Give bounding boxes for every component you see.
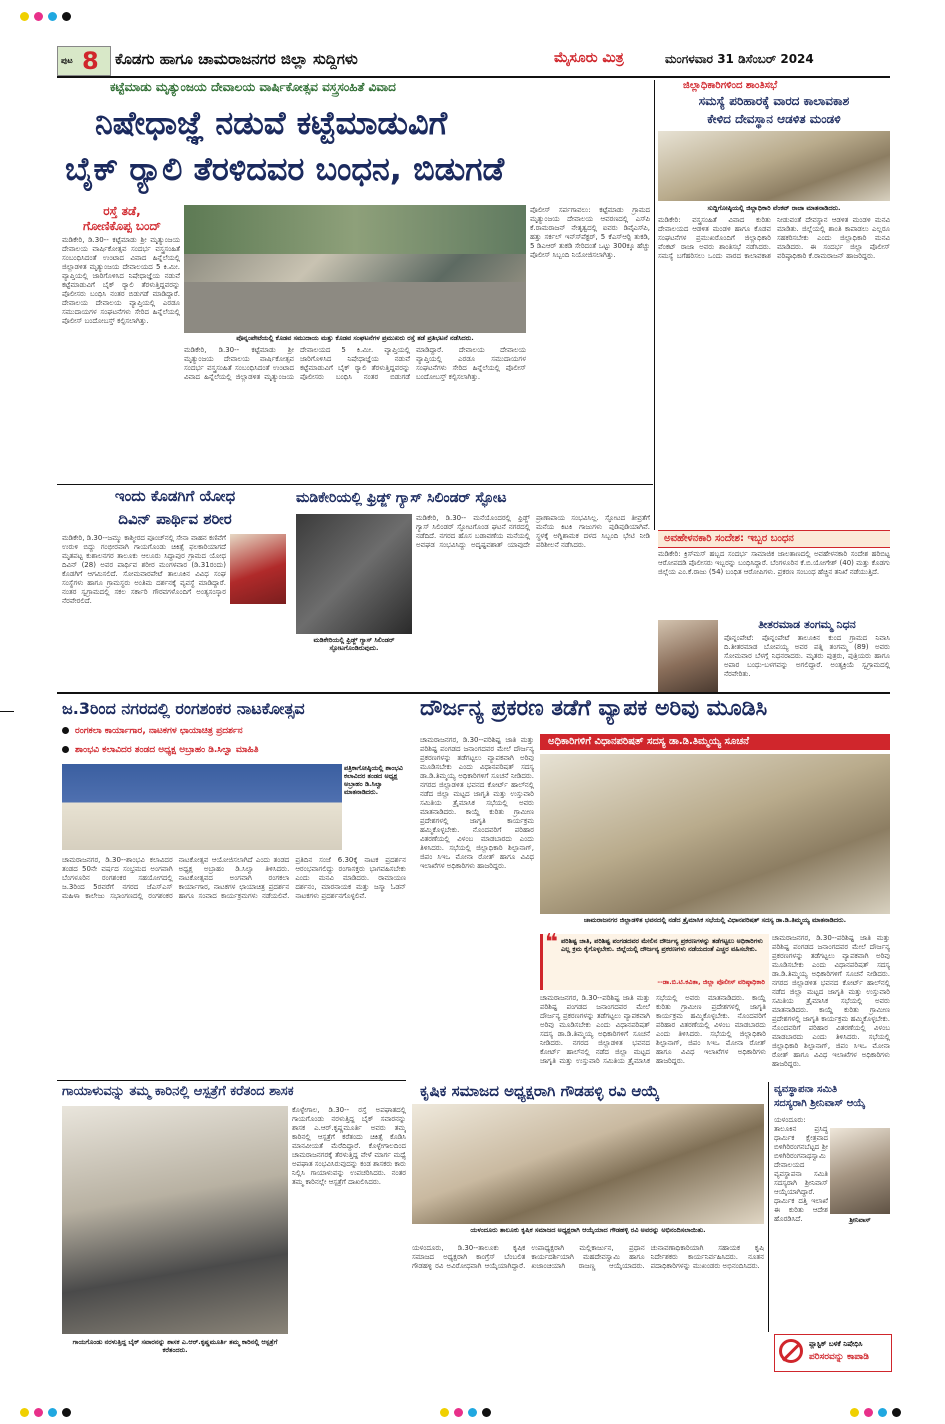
- peace-photo-caption: ಸುದ್ದಿಗೋಷ್ಠಿಯಲ್ಲಿ ಜಿಲ್ಲಾಧಿಕಾರಿ ವೆಂಕಟ್ ರಾಜಾ ಮಾತನಾಡಿದರು.: [707, 204, 841, 212]
- cylinder-headline: ಮಡಿಕೇರಿಯಲ್ಲಿ ಫ್ರಿಡ್ಜ್ ಗ್ಯಾಸ್ ಸಿಲಿಂಡರ್ ಸ್ಫೋಟ: [296, 490, 507, 506]
- mla-photo: [62, 1106, 288, 1334]
- peace-headline-2: ಕೇಳಿದ ದೇವಸ್ಥಾನ ಆಡಳಿತ ಮಂಡಳಿ: [707, 112, 841, 126]
- column-divider-right: [654, 80, 655, 530]
- atrocity-kicker: ಅಧಿಕಾರಿಗಳಿಗೆ ವಿಧಾನಪರಿಷತ್ ಸದಸ್ಯ ಡಾ.ಡಿ.ತಿಮ್ಮಯ್ಯ ಸೂಚನೆ: [548, 736, 749, 747]
- section-title: ಕೊಡಗು ಹಾಗೂ ಚಾಮರಾಜನಗರ ಜಿಲ್ಲಾ ಸುದ್ದಿಗಳು: [115, 50, 358, 68]
- issue-date: ಮಂಗಳವಾರ 31 ಡಿಸೆಂಬರ್ 2024: [665, 52, 814, 66]
- section-rule-2: [57, 692, 890, 694]
- lead-kicker: ಕಟ್ಟೆಮಾಡು ಮೃತ್ಯುಂಜಯ ದೇವಾಲಯ ವಾರ್ಷಿಕೋತ್ಸವ ವಸ್ತ್ರಸಂಹಿತೆ ವಿವಾದ: [110, 80, 396, 94]
- obituary-photo: [658, 620, 718, 692]
- atrocity-body-mid: ಚಾಮರಾಜನಗರ, ಡಿ.30--ಪರಿಶಿಷ್ಟ ಜಾತಿ ಮತ್ತು ಪರಿಶಿಷ್ಟ ಪಂಗಡದ ಜನಾಂಗದವರ ಮೇಲೆ ದೌರ್ಜನ್ಯ ಪ್ರಕರಣಗಳನ್ನು ತಡೆಗಟ್ಟಲು ವ್ಯಾಪಕವಾಗಿ ಅರಿವು ಮೂಡಿಸಬೇಕು ಎಂದು ವಿಧಾನಪರಿಷತ್ ಸದಸ್ಯ ಡಾ.ಡಿ.ತಿಮ್ಮಯ್ಯ ಅಧಿಕಾರಿಗಳಿಗೆ ಸೂಚನೆ ನೀಡಿದರು. ನಗರದ ಜಿಲ್ಲಾಡಳಿತ ಭವನದ ಕೋರ್ಟ್ ಹಾಲ್‍ನಲ್ಲಿ ನಡೆದ ಜಿಲ್ಲಾ ಮಟ್ಟದ ಜಾಗೃತಿ ಮತ್ತು ಉಸ್ತುವಾರಿ ಸಮಿತಿಯ ತ್ರೈಮಾಸಿಕ ಸಭೆಯಲ್ಲಿ ಅವರು ಮಾತನಾಡಿದರು. ಕಾಯ್ದೆ ಕುರಿತು ಗ್ರಾಮೀಣ ಪ್ರದೇಶಗಳಲ್ಲಿ ಜಾಗೃತಿ ಕಾರ್ಯಕ್ರಮ ಹಮ್ಮಿಕೊಳ್ಳಬೇಕು. ನೊಂದವರಿಗೆ ಪರಿಹಾರ ವಿತರಣೆಯಲ್ಲಿ ವಿಳಂಬ ಮಾಡಬಾರದು ಎಂದು ತಿಳಿಸಿದರು. ಸಭೆಯಲ್ಲಿ ಜಿಲ್ಲಾಧಿಕಾರಿ ಶಿಲ್ಪಾನಾಗ್, ಜಿಪಂ ಸಿಇಒ ಮೋನಾ ರೋತ್ ಹಾಗೂ ವಿವಿಧ ಇಲಾಖೆಗಳ ಅಧಿಕಾರಿಗಳು ಹಾಜರಿದ್ದರು.: [540, 994, 766, 1065]
- section-rule-1: [57, 484, 653, 485]
- lead-body-left: ಮಡಿಕೇರಿ, ಡಿ.30-- ಕಟ್ಟೆಮಾಡು ಶ್ರೀ ಮೃತ್ಯುಂಜಯ ದೇವಾಲಯ ವಾರ್ಷಿಕೋತ್ಸವ ಸಂದರ್ಭ ವಸ್ತ್ರಸಂಹಿತೆ ಸಂಬಂಧಿಸಿದಂತೆ ಉಂಟಾದ ವಿವಾದ ಹಿನ್ನೆಲೆಯಲ್ಲಿ ಜಿಲ್ಲಾಡಳಿತ ಮೃತ್ಯುಂಜಯ ದೇವಾಲಯದ 5 ಕಿ.ಮೀ. ವ್ಯಾಪ್ತಿಯಲ್ಲಿ ಜಾರಿಗೊಳಿಸಿದ ನಿಷೇಧಾಜ್ಞೆಯ ನಡುವೆ ಕಟ್ಟೆಮಾಡುವಿಗೆ ಬೈಕ್ ರ್‍ಯಾಲಿ ತೆರಳುತ್ತಿದ್ದವರನ್ನು ಪೊಲೀಸರು ಬಂಧಿಸಿ ನಂತರ ಬಿಡುಗಡೆ ಮಾಡಿದ್ದಾರೆ. ದೇವಾಲಯ ದೇವಾಲಯ ವ್ಯಾಪ್ತಿಯಲ್ಲಿ ಎರಡೂ ಸಮುದಾಯಗಳ ಸಂಘಟನೆಗಳು ಸೇರಿದ ಹಿನ್ನೆಲೆಯಲ್ಲಿ ಪೊಲೀಸ್ ಬಂದೋಬಸ್ತ್ ಕಲ್ಪಿಸಲಾಗಿತ್ತು.: [62, 236, 180, 325]
- theatre-bullet-2: [62, 745, 259, 755]
- soldier-headline-1: ಇಂದು ಕೊಡಗಿಗೆ ಯೋಧ: [114, 487, 236, 505]
- theatre-headline: ಜ.3ರಿಂದ ನಗರದಲ್ಲಿ ರಂಗಶಂಕರ ನಾಟಕೋತ್ಸವ: [62, 699, 305, 718]
- soldier-headline-2: ದಿವಿನ್ ಪಾರ್ಥಿವ ಶರೀರ: [118, 510, 232, 528]
- committee-headline-1: ವ್ಯವಸ್ಥಾಪನಾ ಸಮಿತಿ: [774, 1084, 838, 1095]
- committee-headline-2: ಸದಸ್ಯರಾಗಿ ಶ್ರೀನಿವಾಸ್ ಆಯ್ಕೆ: [774, 1098, 866, 1109]
- committee-photo: [830, 1128, 890, 1214]
- mla-body: ಕೊಳ್ಳೇಗಾಲ, ಡಿ.30-- ರಸ್ತೆ ಅಪಘಾತದಲ್ಲಿ ಗಾಯಗೊಂಡು ನರಳುತ್ತಿದ್ದ ಬೈಕ್ ಸವಾರನನ್ನು ಶಾಸಕ ಎ.ಆರ್.ಕೃಷ್ಣಮೂರ್ತಿ ಅವರು ತಮ್ಮ ಕಾರಿನಲ್ಲಿ ಆಸ್ಪತ್ರೆಗೆ ಕರೆತಂದು ಚಿಕಿತ್ಸೆ ಕೊಡಿಸಿ ಮಾನವೀಯತೆ ಮೆರೆದಿದ್ದಾರೆ. ಕೊಳ್ಳೇಗಾಲದಿಂದ ಚಾಮರಾಜನಗರಕ್ಕೆ ತೆರಳುತ್ತಿದ್ದ ವೇಳೆ ಮಾರ್ಗ ಮಧ್ಯೆ ಅಪಘಾತ ಸಂಭವಿಸಿರುವುದನ್ನು ಕಂಡ ಶಾಸಕರು ಕಾರು ನಿಲ್ಲಿಸಿ ಗಾಯಾಳುವನ್ನು ಉಪಚರಿಸಿದರು. ನಂತರ ತಮ್ಮ ಕಾರಿನಲ್ಲೇ ಆಸ್ಪತ್ರೆಗೆ ದಾಖಲಿಸಿದರು.: [292, 1106, 406, 1186]
- peace-body: ಮಡಿಕೇರಿ: ವಸ್ತ್ರಸಂಹಿತೆ ವಿವಾದ ಕುರಿತು ದೇವಾಲಯದ ಆಡಳಿತ ಮಂಡಳಿ ಹಾಗೂ ಕೊಡವ ಸಂಘಟನೆಗಳ ಪ್ರಮುಖರೊಂದಿಗೆ ಜಿಲ್ಲಾಧಿಕಾರಿ ವೆಂಕಟ್ ರಾಜಾ ಅವರು ಶಾಂತಿಸಭೆ ನಡೆಸಿದರು. ಸಮಸ್ಯೆ ಬಗೆಹರಿಸಲು ಒಂದು ವಾರದ ಕಾಲಾವಕಾಶ ನೀಡುವಂತೆ ದೇವಸ್ಥಾನ ಆಡಳಿತ ಮಂಡಳಿ ಮನವಿ ಮಾಡಿತು. ಜಿಲ್ಲೆಯಲ್ಲಿ ಶಾಂತಿ ಕಾಪಾಡಲು ಎಲ್ಲರೂ ಸಹಕರಿಸಬೇಕು ಎಂದು ಜಿಲ್ಲಾಧಿಕಾರಿ ಮನವಿ ಮಾಡಿದರು. ಈ ಸಂದರ್ಭ ಜಿಲ್ಲಾ ಪೊಲೀಸ್ ವರಿಷ್ಠಾಧಿಕಾರಿ ಕೆ.ರಾಮರಾಜನ್ ಹಾಜರಿದ್ದರು.: [658, 216, 890, 260]
- peace-headline-1: ಸಮಸ್ಯೆ ಪರಿಹಾರಕ್ಕೆ ವಾರದ ಕಾಲಾವಕಾಶ: [698, 94, 850, 108]
- lead-sub-headline: [62, 204, 182, 234]
- cylinder-photo: [296, 514, 412, 634]
- lead-sub-1: ರಸ್ತೆ ತಡೆ,: [103, 204, 141, 218]
- soldier-photo: [230, 534, 286, 604]
- crop-mark-left: [0, 711, 14, 712]
- lead-headline-1: ನಿಷೇಧಾಜ್ಞೆ ನಡುವೆ ಕಟ್ಟೆಮಾಡುವಿಗೆ: [95, 104, 448, 142]
- lead-photo-caption: ಪೊನ್ನಂಪೇಟೆಯಲ್ಲಿ ಕೊಡವ ಸಮುದಾಯ ಮತ್ತು ಕೊಡವ ಸಂಘಟನೆಗಳ ಪ್ರಮುಖರು ರಸ್ತೆ ತಡೆ ಪ್ರತಿಭಟನೆ ನಡೆಸಿದರು.: [236, 334, 474, 342]
- theatre-bullet-2-text: ಶಾಂಭವಿ ಕಲಾವಿದರ ತಂಡದ ಅಧ್ಯಕ್ಷ ಅಬ್ರಾಹಂ ಡಿ.ಸಿಲ್ವಾ ಮಾಹಿತಿ: [75, 745, 259, 755]
- committee-body: ಯಳಂದೂರು: ತಾಲೂಕಿನ ಪ್ರಸಿದ್ಧ ಧಾರ್ಮಿಕ ಕ್ಷೇತ್ರವಾದ ಬಿಳಿಗಿರಿರಂಗನಬೆಟ್ಟದ ಶ್ರೀ ಬಿಳಿಗಿರಿರಂಗನಾಥಸ್ವಾಮಿ ದೇವಾಲಯದ ವ್ಯವಸ್ಥಾಪನಾ ಸಮಿತಿ ಸದಸ್ಯರಾಗಿ ಶ್ರೀನಿವಾಸ್ ಆಯ್ಕೆಯಾಗಿದ್ದಾರೆ. ಧಾರ್ಮಿಕ ದತ್ತಿ ಇಲಾಖೆ ಈ ಕುರಿತು ಆದೇಶ ಹೊರಡಿಸಿದೆ.: [774, 1116, 828, 1223]
- theatre-bullet-1-text: ರಂಗಕಲಾ ಕಾರ್ಯಾಗಾರ, ನಾಟಕಗಳ ಛಾಯಾಚಿತ್ರ ಪ್ರದರ್ಶನ: [75, 726, 243, 736]
- arrest-kicker: ಅವಹೇಳನಕಾರಿ ಸಂದೇಶ: ಇಬ್ಬರ ಬಂಧನ: [664, 533, 794, 544]
- cylinder-photo-caption: ಮಡಿಕೇರಿಯಲ್ಲಿ ಫ್ರಿಡ್ಜ್ ಗ್ಯಾಸ್ ಸಿಲಿಂಡರ್ ಸ್ಫೋಟಗೊಂಡಿರುವುದು.: [313, 636, 395, 652]
- plastic-ad: [774, 1334, 892, 1372]
- atrocity-body-left: ಚಾಮರಾಜನಗರ, ಡಿ.30--ಪರಿಶಿಷ್ಟ ಜಾತಿ ಮತ್ತು ಪರಿಶಿಷ್ಟ ಪಂಗಡದ ಜನಾಂಗದವರ ಮೇಲೆ ದೌರ್ಜನ್ಯ ಪ್ರಕರಣಗಳನ್ನು ತಡೆಗಟ್ಟಲು ವ್ಯಾಪಕವಾಗಿ ಅರಿವು ಮೂಡಿಸಬೇಕು ಎಂದು ವಿಧಾನಪರಿಷತ್ ಸದಸ್ಯ ಡಾ.ಡಿ.ತಿಮ್ಮಯ್ಯ ಅಧಿಕಾರಿಗಳಿಗೆ ಸೂಚನೆ ನೀಡಿದರು. ನಗರದ ಜಿಲ್ಲಾಡಳಿತ ಭವನದ ಕೋರ್ಟ್ ಹಾಲ್‍ನಲ್ಲಿ ನಡೆದ ಜಿಲ್ಲಾ ಮಟ್ಟದ ಜಾಗೃತಿ ಮತ್ತು ಉಸ್ತುವಾರಿ ಸಮಿತಿಯ ತ್ರೈಮಾಸಿಕ ಸಭೆಯಲ್ಲಿ ಅವರು ಮಾತನಾಡಿದರು. ಕಾಯ್ದೆ ಕುರಿತು ಗ್ರಾಮೀಣ ಪ್ರದೇಶಗಳಲ್ಲಿ ಜಾಗೃತಿ ಕಾರ್ಯಕ್ರಮ ಹಮ್ಮಿಕೊಳ್ಳಬೇಕು. ನೊಂದವರಿಗೆ ಪರಿಹಾರ ವಿತರಣೆಯಲ್ಲಿ ವಿಳಂಬ ಮಾಡಬಾರದು ಎಂದು ತಿಳಿಸಿದರು. ಸಭೆಯಲ್ಲಿ ಜಿಲ್ಲಾಧಿಕಾರಿ ಶಿಲ್ಪಾನಾಗ್, ಜಿಪಂ ಸಿಇಒ ಮೋನಾ ರೋತ್ ಹಾಗೂ ವಿವಿಧ ಇಲಾಖೆಗಳ ಅಧಿಕಾರಿಗಳು ಹಾಜರಿದ್ದರು.: [420, 736, 534, 870]
- page-badge: [57, 46, 111, 76]
- committee-photo-caption: ಶ್ರೀನಿವಾಸ್: [849, 1216, 871, 1224]
- masthead-rule: [57, 76, 890, 78]
- registration-marks-bottom-mid: [440, 1402, 496, 1421]
- lead-body-right: ಪೊಲೀಸ್ ಸರ್ಪಗಾವಲು: ಕಟ್ಟೆಮಾಡು ಗ್ರಾಮದ ಮೃತ್ಯುಂಜಯ ದೇವಾಲಯ ಆವರಣದಲ್ಲಿ ಎಸ್‍ಪಿ ಕೆ.ರಾಮರಾಜನ್ ನೇತೃತ್ವದಲ್ಲಿ ಐವರು ಡಿವೈಎಸ್‍ಪಿ, ಹತ್ತು ಸರ್ಕಲ್ ಇನ್ಸ್‍ಪೆಕ್ಟರ್, 5 ಕೆಎಸ್‍ಆರ್‍ಪಿ ತುಕಡಿ, 5 ಡಿಎಆರ್ ತುಕಡಿ ಸೇರಿದಂತೆ ಒಟ್ಟು 300ಕ್ಕೂ ಹೆಚ್ಚು ಪೊಲೀಸ್ ಸಿಬ್ಬಂದಿ ನಿಯೋಜಿಸಲಾಗಿತ್ತು.: [530, 206, 650, 259]
- registration-marks-bottom-left: [20, 1402, 76, 1421]
- lead-photo: [184, 205, 526, 333]
- registration-marks-bottom-right: [850, 1402, 906, 1421]
- atrocity-quote-box: [540, 930, 769, 990]
- ad-line-2: ಪರಿಸರವನ್ನು ಕಾಪಾಡಿ: [809, 1352, 869, 1362]
- mla-headline: ಗಾಯಾಳುವನ್ನು ತಮ್ಮ ಕಾರಿನಲ್ಲಿ ಆಸ್ಪತ್ರೆಗೆ ಕರೆತಂದ ಶಾಸಕ: [62, 1084, 294, 1099]
- paper-name: ಮೈಸೂರು ಮಿತ್ರ: [554, 50, 624, 66]
- atrocity-photo-caption: ಚಾಮರಾಜನಗರ ಜಿಲ್ಲಾಡಳಿತ ಭವನದಲ್ಲಿ ನಡೆದ ತ್ರೈಮಾಸಿಕ ಸಭೆಯಲ್ಲಿ ವಿಧಾನಪರಿಷತ್ ಸದಸ್ಯ ಡಾ.ಡಿ.ತಿಮ್ಮಯ್ಯ ಮಾತನಾಡಿದರು.: [583, 916, 847, 924]
- theatre-bullet-1: [62, 726, 243, 736]
- peace-photo: [658, 131, 890, 201]
- atrocity-body-right: ಚಾಮರಾಜನಗರ, ಡಿ.30--ಪರಿಶಿಷ್ಟ ಜಾತಿ ಮತ್ತು ಪರಿಶಿಷ್ಟ ಪಂಗಡದ ಜನಾಂಗದವರ ಮೇಲೆ ದೌರ್ಜನ್ಯ ಪ್ರಕರಣಗಳನ್ನು ತಡೆಗಟ್ಟಲು ವ್ಯಾಪಕವಾಗಿ ಅರಿವು ಮೂಡಿಸಬೇಕು ಎಂದು ವಿಧಾನಪರಿಷತ್ ಸದಸ್ಯ ಡಾ.ಡಿ.ತಿಮ್ಮಯ್ಯ ಅಧಿಕಾರಿಗಳಿಗೆ ಸೂಚನೆ ನೀಡಿದರು. ನಗರದ ಜಿಲ್ಲಾಡಳಿತ ಭವನದ ಕೋರ್ಟ್ ಹಾಲ್‍ನಲ್ಲಿ ನಡೆದ ಜಿಲ್ಲಾ ಮಟ್ಟದ ಜಾಗೃತಿ ಮತ್ತು ಉಸ್ತುವಾರಿ ಸಮಿತಿಯ ತ್ರೈಮಾಸಿಕ ಸಭೆಯಲ್ಲಿ ಅವರು ಮಾತನಾಡಿದರು. ಕಾಯ್ದೆ ಕುರಿತು ಗ್ರಾಮೀಣ ಪ್ರದೇಶಗಳಲ್ಲಿ ಜಾಗೃತಿ ಕಾರ್ಯಕ್ರಮ ಹಮ್ಮಿಕೊಳ್ಳಬೇಕು. ನೊಂದವರಿಗೆ ಪರಿಹಾರ ವಿತರಣೆಯಲ್ಲಿ ವಿಳಂಬ ಮಾಡಬಾರದು ಎಂದು ತಿಳಿಸಿದರು. ಸಭೆಯಲ್ಲಿ ಜಿಲ್ಲಾಧಿಕಾರಿ ಶಿಲ್ಪಾನಾಗ್, ಜಿಪಂ ಸಿಇಒ ಮೋನಾ ರೋತ್ ಹಾಗೂ ವಿವಿಧ ಇಲಾಖೆಗಳ ಅಧಿಕಾರಿಗಳು ಹಾಜರಿದ್ದರು.: [772, 934, 890, 1068]
- theatre-photo: [62, 764, 342, 850]
- ad-line-1: ಪ್ಲಾಸ್ಟಿಕ್ ಬಳಕೆ ನಿಷೇಧಿಸಿ: [809, 1340, 863, 1348]
- soldier-body: ಮಡಿಕೇರಿ, ಡಿ.30--ಜಮ್ಮು ಕಾಶ್ಮೀರದ ಪೂಂಚ್‍ನಲ್ಲಿ ಸೇನಾ ವಾಹನ ಕಣಿವೆಗೆ ಉರುಳಿ ಬಿದ್ದು ಗಂಭೀರವಾಗಿ ಗಾಯಗೊಂಡು ಚಿಕಿತ್ಸೆ ಫಲಕಾರಿಯಾಗದೆ ಮೃತಪಟ್ಟ ಕುಶಾಲನಗರ ತಾಲೂಕು ಆಲೂರು ಸಿದ್ದಾಪುರ ಗ್ರಾಮದ ಯೋಧ ದಿವಿನ್ (28) ಅವರ ಪಾರ್ಥಿವ ಶರೀರ ಮಂಗಳವಾರ (ಡಿ.31ರಂದು) ಕೊಡಗಿಗೆ ಆಗಮಿಸಲಿದೆ. ಸೋಮವಾರಪೇಟೆ ತಾಲೂಕಿನ ವಿವಿಧ ಸಂಘ ಸಂಸ್ಥೆಗಳು ಹಾಗೂ ಗ್ರಾಮಸ್ಥರು ಅಂತಿಮ ದರ್ಶನಕ್ಕೆ ವ್ಯವಸ್ಥೆ ಮಾಡಿದ್ದಾರೆ. ನಂತರ ಸ್ವಗ್ರಾಮದಲ್ಲಿ ಸಕಲ ಸರ್ಕಾರಿ ಗೌರವಗಳೊಂದಿಗೆ ಅಂತ್ಯಸಂಸ್ಕಾರ ನೆರವೇರಲಿದೆ.: [62, 534, 226, 605]
- krishika-photo-caption: ಯಳಂದೂರು ತಾಲೂಕು ಕೃಷಿಕ ಸಮಾಜದ ಅಧ್ಯಕ್ಷರಾಗಿ ಆಯ್ಕೆಯಾದ ಗೌಡಹಳ್ಳಿ ರವಿ ಅವರನ್ನು ಅಭಿನಂದಿಸಲಾಯಿತು.: [470, 1226, 706, 1234]
- krishika-headline: ಕೃಷಿಕ ಸಮಾಜದ ಅಧ್ಯಕ್ಷರಾಗಿ ಗೌಡಹಳ್ಳಿ ರವಿ ಆಯ್ಕೆ: [420, 1082, 660, 1100]
- atrocity-kicker-box: [540, 734, 890, 750]
- krishika-photo: [412, 1104, 764, 1224]
- section-rule-3: [57, 1080, 406, 1081]
- page-prefix: ಪುಟ: [61, 56, 73, 65]
- atrocity-photo: [540, 754, 890, 914]
- peace-kicker: ಜಿಲ್ಲಾಧಿಕಾರಿಗಳಿಂದ ಶಾಂತಿಸಭೆ: [683, 80, 778, 91]
- registration-marks-top: [20, 6, 76, 25]
- cylinder-body: ಮಡಿಕೇರಿ, ಡಿ.30-- ಮನೆಯೊಂದರಲ್ಲಿ ಫ್ರಿಡ್ಜ್ ಗ್ಯಾಸ್ ಸಿಲಿಂಡರ್ ಸ್ಫೋಟಗೊಂಡ ಘಟನೆ ನಗರದಲ್ಲಿ ನಡೆದಿದೆ. ನಗರದ ಹೊಸ ಬಡಾವಣೆಯ ಮನೆಯಲ್ಲಿ ಅವಘಡ ಸಂಭವಿಸಿದ್ದು ಅದೃಷ್ಟವಶಾತ್ ಯಾವುದೇ ಪ್ರಾಣಾಪಾಯ ಸಂಭವಿಸಿಲ್ಲ. ಸ್ಫೋಟದ ತೀವ್ರತೆಗೆ ಮನೆಯ ಕಿಟಕಿ ಗಾಜುಗಳು ಪುಡಿಪುಡಿಯಾಗಿವೆ. ಸ್ಥಳಕ್ಕೆ ಅಗ್ನಿಶಾಮಕ ದಳದ ಸಿಬ್ಬಂದಿ ಭೇಟಿ ನೀಡಿ ಪರಿಶೀಲನೆ ನಡೆಸಿದರು.: [416, 514, 650, 549]
- atrocity-headline: ದೌರ್ಜನ್ಯ ಪ್ರಕರಣ ತಡೆಗೆ ವ್ಯಾಪಕ ಅರಿವು ಮೂಡಿಸಿ: [420, 696, 768, 721]
- lead-sub-2: ಗೋಣಿಕೊಪ್ಪ ಬಂದ್: [83, 219, 161, 233]
- obituary-headline: ತೀತರಮಾಡ ತಂಗಮ್ಮ ನಿಧನ: [758, 618, 856, 631]
- lead-body-bottom: ಮಡಿಕೇರಿ, ಡಿ.30-- ಕಟ್ಟೆಮಾಡು ಶ್ರೀ ಮೃತ್ಯುಂಜಯ ದೇವಾಲಯ ವಾರ್ಷಿಕೋತ್ಸವ ಸಂದರ್ಭ ವಸ್ತ್ರಸಂಹಿತೆ ಸಂಬಂಧಿಸಿದಂತೆ ಉಂಟಾದ ವಿವಾದ ಹಿನ್ನೆಲೆಯಲ್ಲಿ ಜಿಲ್ಲಾಡಳಿತ ಮೃತ್ಯುಂಜಯ ದೇವಾಲಯದ 5 ಕಿ.ಮೀ. ವ್ಯಾಪ್ತಿಯಲ್ಲಿ ಜಾರಿಗೊಳಿಸಿದ ನಿಷೇಧಾಜ್ಞೆಯ ನಡುವೆ ಕಟ್ಟೆಮಾಡುವಿಗೆ ಬೈಕ್ ರ್‍ಯಾಲಿ ತೆರಳುತ್ತಿದ್ದವರನ್ನು ಪೊಲೀಸರು ಬಂಧಿಸಿ ನಂತರ ಬಿಡುಗಡೆ ಮಾಡಿದ್ದಾರೆ. ದೇವಾಲಯ ದೇವಾಲಯ ವ್ಯಾಪ್ತಿಯಲ್ಲಿ ಎರಡೂ ಸಮುದಾಯಗಳ ಸಂಘಟನೆಗಳು ಸೇರಿದ ಹಿನ್ನೆಲೆಯಲ್ಲಿ ಪೊಲೀಸ್ ಬಂದೋಬಸ್ತ್ ಕಲ್ಪಿಸಲಾಗಿತ್ತು.: [184, 346, 526, 381]
- krishika-body: ಯಳಂದೂರು, ಡಿ.30--ತಾಲೂಕು ಕೃಷಿಕ ಸಮಾಜದ ಅಧ್ಯಕ್ಷರಾಗಿ ಕಾಂಗ್ರೆಸ್ ಬೆಂಬಲಿತ ಗೌಡಹಳ್ಳಿ ರವಿ ಅವಿರೋಧವಾಗಿ ಆಯ್ಕೆಯಾಗಿದ್ದಾರೆ. ಉಪಾಧ್ಯಕ್ಷರಾಗಿ ಮಲ್ಲಿಕಾರ್ಜುನ, ಪ್ರಧಾನ ಕಾರ್ಯದರ್ಶಿಯಾಗಿ ಮಹದೇವಸ್ವಾಮಿ ಹಾಗೂ ಖಜಾಂಚಿಯಾಗಿ ರಾಜಣ್ಣ ಆಯ್ಕೆಯಾದರು. ಚುನಾವಣಾಧಿಕಾರಿಯಾಗಿ ಸಹಾಯಕ ಕೃಷಿ ನಿರ್ದೇಶಕರು ಕಾರ್ಯನಿರ್ವಹಿಸಿದರು. ನೂತನ ಪದಾಧಿಕಾರಿಗಳನ್ನು ಮುಖಂಡರು ಅಭಿನಂದಿಸಿದರು.: [412, 1244, 764, 1270]
- lead-headline-2: ಬೈಕ್ ರ್‍ಯಾಲಿ ತೆರಳಿದವರ ಬಂಧನ, ಬಿಡುಗಡೆ: [65, 150, 505, 188]
- arrest-box: [658, 530, 890, 548]
- mla-photo-caption: ಗಾಯಗೊಂಡು ನರಳುತ್ತಿದ್ದ ಬೈಕ್ ಸವಾರನನ್ನು ಶಾಸಕ ಎ.ಆರ್.ಕೃಷ್ಣಮೂರ್ತಿ ತಮ್ಮ ಕಾರಿನಲ್ಲಿ ಆಸ್ಪತ್ರೆಗೆ ಕರೆತಂದರು.: [72, 1338, 278, 1354]
- theatre-photo-caption: ಪತ್ರಿಕಾಗೋಷ್ಠಿಯಲ್ಲಿ ಶಾಂಭವಿ ಕಲಾವಿದರ ತಂಡದ ಅಧ್ಯಕ್ಷ ಅಬ್ರಾಹಂ ಡಿ.ಸಿಲ್ವಾ ಮಾತನಾಡಿದರು.: [344, 764, 403, 796]
- quote-mark-icon: ❝: [545, 930, 558, 955]
- no-plastic-icon: [779, 1339, 803, 1363]
- atrocity-quote-author: --ಡಾ.ಬಿ.ಟಿ.ಕವಿತಾ, ಜಿಲ್ಲಾ ಪೊಲೀಸ್ ವರಿಷ್ಠಾಧಿಕಾರಿ: [657, 978, 765, 986]
- column-divider-committee: [768, 1082, 769, 1332]
- theatre-body: ಚಾಮರಾಜನಗರ, ಡಿ.30--ಶಾಂಭವಿ ಕಲಾವಿದರ ತಂಡದ 50ನೇ ವರ್ಷದ ಸಂಭ್ರಮದ ಅಂಗವಾಗಿ ಬೆಂಗಳೂರಿನ ರಂಗಶಂಕರ ಸಹಯೋಗದಲ್ಲಿ ಜ.3ರಿಂದ 5ರವರೆಗೆ ನಗರದ ಜೆಎಸ್‍ಎಸ್ ಮಹಿಳಾ ಕಾಲೇಜು ಸಭಾಂಗಣದಲ್ಲಿ ರಂಗಶಂಕರ ನಾಟಕೋತ್ಸವ ಆಯೋಜಿಸಲಾಗಿದೆ ಎಂದು ತಂಡದ ಅಧ್ಯಕ್ಷ ಅಬ್ರಾಹಂ ಡಿ.ಸಿಲ್ವಾ ತಿಳಿಸಿದರು. ನಾಟಕೋತ್ಸವದ ಅಂಗವಾಗಿ ರಂಗಕಲಾ ಕಾರ್ಯಾಗಾರ, ನಾಟಕಗಳ ಛಾಯಾಚಿತ್ರ ಪ್ರದರ್ಶನ ಹಾಗೂ ಸಂವಾದ ಕಾರ್ಯಕ್ರಮಗಳು ನಡೆಯಲಿವೆ. ಪ್ರತಿದಿನ ಸಂಜೆ 6.30ಕ್ಕೆ ನಾಟಕ ಪ್ರದರ್ಶನ ಆರಂಭವಾಗಲಿದ್ದು ರಂಗಾಸಕ್ತರು ಭಾಗವಹಿಸಬೇಕು ಎಂದು ಮನವಿ ಮಾಡಿದರು. ರಾಮಾಯಣ ದರ್ಶನಂ, ಮಾರನಾಯಕ ಮತ್ತು ಜಸ್ಮಾ ಓಡನ್ ನಾಟಕಗಳು ಪ್ರದರ್ಶನಗೊಳ್ಳಲಿವೆ.: [62, 856, 406, 900]
- page-number: 8: [82, 47, 99, 75]
- arrest-body: ಮಡಿಕೇರಿ: ಕ್ರಿಸ್‍ಮಸ್ ಹಬ್ಬದ ಸಂದರ್ಭ ಸಾಮಾಜಿಕ ಜಾಲತಾಣದಲ್ಲಿ ಅವಹೇಳನಕಾರಿ ಸಂದೇಶ ಹರಿಬಿಟ್ಟ ಆರೋಪದಡಿ ಪೊಲೀಸರು ಇಬ್ಬರನ್ನು ಬಂಧಿಸಿದ್ದಾರೆ. ಬೆಂಗಳೂರಿನ ಕೆ.ಬಿ.ಯೋಗೇಶ್ (40) ಮತ್ತು ಕೊಡಗು ಜಿಲ್ಲೆಯ ಎಂ.ಕೆ.ರಾಜು (54) ಬಂಧಿತ ಆರೋಪಿಗಳು. ಪ್ರಕರಣ ಸಂಬಂಧ ಹೆಚ್ಚಿನ ತನಿಖೆ ನಡೆಯುತ್ತಿದೆ.: [658, 550, 890, 576]
- atrocity-quote: ಪರಿಶಿಷ್ಟ ಜಾತಿ, ಪರಿಶಿಷ್ಟ ಪಂಗಡದವರ ಮೇಲಿನ ದೌರ್ಜನ್ಯ ಪ್ರಕರಣಗಳನ್ನು ತಡೆಗಟ್ಟಲು ಅಧಿಕಾರಿಗಳು ಎಲ್ಲ ಕ್ರಮ ಕೈಗೊಳ್ಳಬೇಕು. ಜಿಲ್ಲೆಯಲ್ಲಿ ದೌರ್ಜನ್ಯ ಪ್ರಕರಣಗಳು ನಡೆಯದಂತೆ ಎಚ್ಚರ ವಹಿಸಬೇಕು.: [561, 937, 763, 953]
- obituary-body: ಪೊನ್ನಂಪೇಟೆ: ಪೊನ್ನಂಪೇಟೆ ತಾಲೂಕಿನ ಕುಂದ ಗ್ರಾಮದ ನಿವಾಸಿ ದಿ.ತೀತರಮಾಡ ಬೋಪಯ್ಯ ಅವರ ಪತ್ನಿ ತಂಗಮ್ಮ (89) ಅವರು ಸೋಮವಾರ ಬೆಳಗ್ಗೆ ನಿಧನರಾದರು. ಮೃತರು ಪುತ್ರರು, ಪುತ್ರಿಯರು ಹಾಗೂ ಅಪಾರ ಬಂಧು-ಬಳಗವನ್ನು ಅಗಲಿದ್ದಾರೆ. ಅಂತ್ಯಕ್ರಿಯೆ ಸ್ವಗ್ರಾಮದಲ್ಲಿ ನೆರವೇರಿತು.: [724, 634, 890, 678]
